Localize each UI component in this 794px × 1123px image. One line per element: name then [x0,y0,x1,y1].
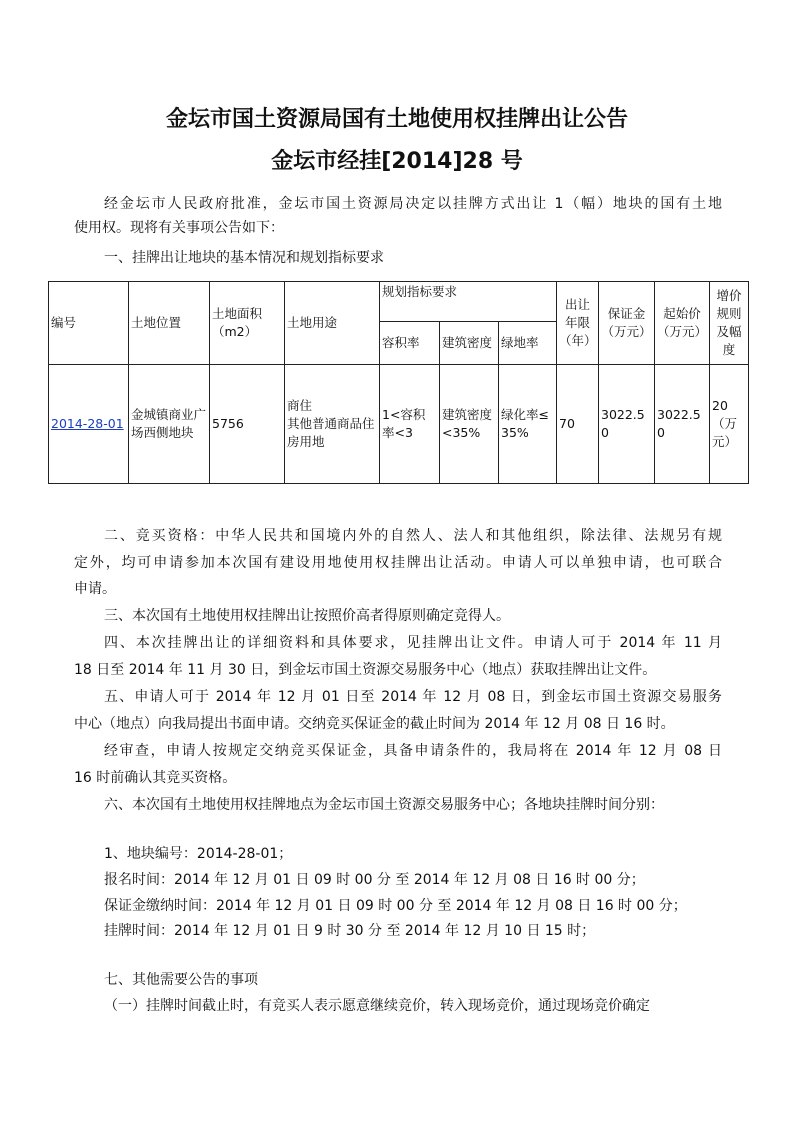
section-5-line-2: 中心（地点）向我局提出书面申请。交纳竞买保证金的截止时间为 2014 年 12 月 08 日 16 时。 [74,716,675,732]
header-use: 土地用途 [285,282,380,365]
cell-area: 5756 [210,365,285,484]
cell-start-price: 3022.50 [655,365,710,484]
land-info-table [48,281,749,484]
section-7-item-1: （一）挂牌时间截止时，有竞买人表示愿意继续竞价，转入现场竞价，通过现场竞价确定 [104,998,650,1014]
section-5b-line-1: 经审查，申请人按规定交纳竞买保证金，具备申请条件的，我局将在 2014 年 12 月 08 日 [104,743,722,759]
section-6-line-1: 六、本次国有土地使用权挂牌地点为金坛市国土资源交易服务中心；各地块挂牌时间分别： [104,797,664,813]
cell-far: 1<容积率<3 [380,365,440,484]
header-start-price: 起始价（万元） [655,282,710,365]
cell-increment: 20（万元） [710,365,749,484]
section-1-heading: 一、挂牌出让地块的基本情况和规划指标要求 [104,250,384,266]
section-4-line-1: 四、本次挂牌出让的详细资料和具体要求，见挂牌出让文件。申请人可于 2014 年 11 月 [104,635,722,651]
header-increment: 增价规则及幅度 [710,282,749,365]
section-2-line-1: 二、竞买资格：中华人民共和国境内外的自然人、法人和其他组织，除法律、法规另有规 [104,528,722,544]
cell-deposit: 3022.50 [599,365,655,484]
cell-term: 70 [557,365,599,484]
header-green: 绿地率 [499,322,557,365]
plot-number: 1、地块编号：2014-28-01； [104,846,293,862]
table-row [49,365,749,484]
section-4-line-2: 18 日至 2014 年 11 月 30 日，到金坛市国土资源交易服务中心（地点）获取挂牌出让文件。 [74,662,657,678]
section-3-line-1: 三、本次国有土地使用权挂牌出让按照价高者得原则确定竞得人。 [104,608,510,624]
intro-line-2: 使用权。现将有关事项公告如下： [74,220,284,236]
section-5-line-1: 五、申请人可于 2014 年 12 月 01 日至 2014 年 12 月 08 日，到金坛市国土资源交易服务 [104,689,722,705]
section-7-heading: 七、其他需要公告的事项 [104,972,258,988]
cell-use-line-2: 其他普通商品住房用地 [287,416,375,450]
header-location: 土地位置 [129,282,210,365]
intro-line-1: 经金坛市人民政府批准，金坛市国土资源局决定以挂牌方式出让 1（幅）地块的国有土地 [104,196,722,212]
listing-time: 挂牌时间：2014 年 12 月 01 日 9 时 30 分 至 2014 年 12 月 10 日 15 时； [104,923,596,939]
header-deposit: 保证金（万元） [599,282,655,365]
header-far: 容积率 [380,322,440,365]
cell-use-line-1: 商住 [287,398,313,414]
cell-location: 金城镇商业广场西侧地块 [129,365,210,484]
section-2-line-3: 申请。 [74,581,116,597]
plot-id-link[interactable]: 2014-28-01 [51,416,124,432]
header-planning: 规划指标要求 [380,282,557,322]
header-id: 编号 [49,282,129,365]
header-density: 建筑密度 [440,322,499,365]
cell-density: 建筑密度<35% [440,365,499,484]
header-area: 土地面积（m2） [210,282,285,365]
notice-number: 金坛市经挂[2014]28 号 [271,149,523,174]
deposit-time: 保证金缴纳时间：2014 年 12 月 01 日 09 时 00 分 至 2014 年 12 月 08 日 16 时 00 分； [104,898,687,914]
signup-time: 报名时间：2014 年 12 月 01 日 09 时 00 分 至 2014 年 12 月 08 日 16 时 00 分； [104,872,645,888]
section-5b-line-2: 16 时前确认其竞买资格。 [74,770,237,786]
cell-use [285,365,380,484]
header-term: 出让年限（年） [557,282,599,365]
notice-title: 金坛市国土资源局国有土地使用权挂牌出让公告 [165,107,628,132]
cell-green: 绿化率≤35% [499,365,557,484]
section-2-line-2: 定外，均可申请参加本次国有建设用地使用权挂牌出让活动。申请人可以单独申请，也可联合 [74,555,722,571]
